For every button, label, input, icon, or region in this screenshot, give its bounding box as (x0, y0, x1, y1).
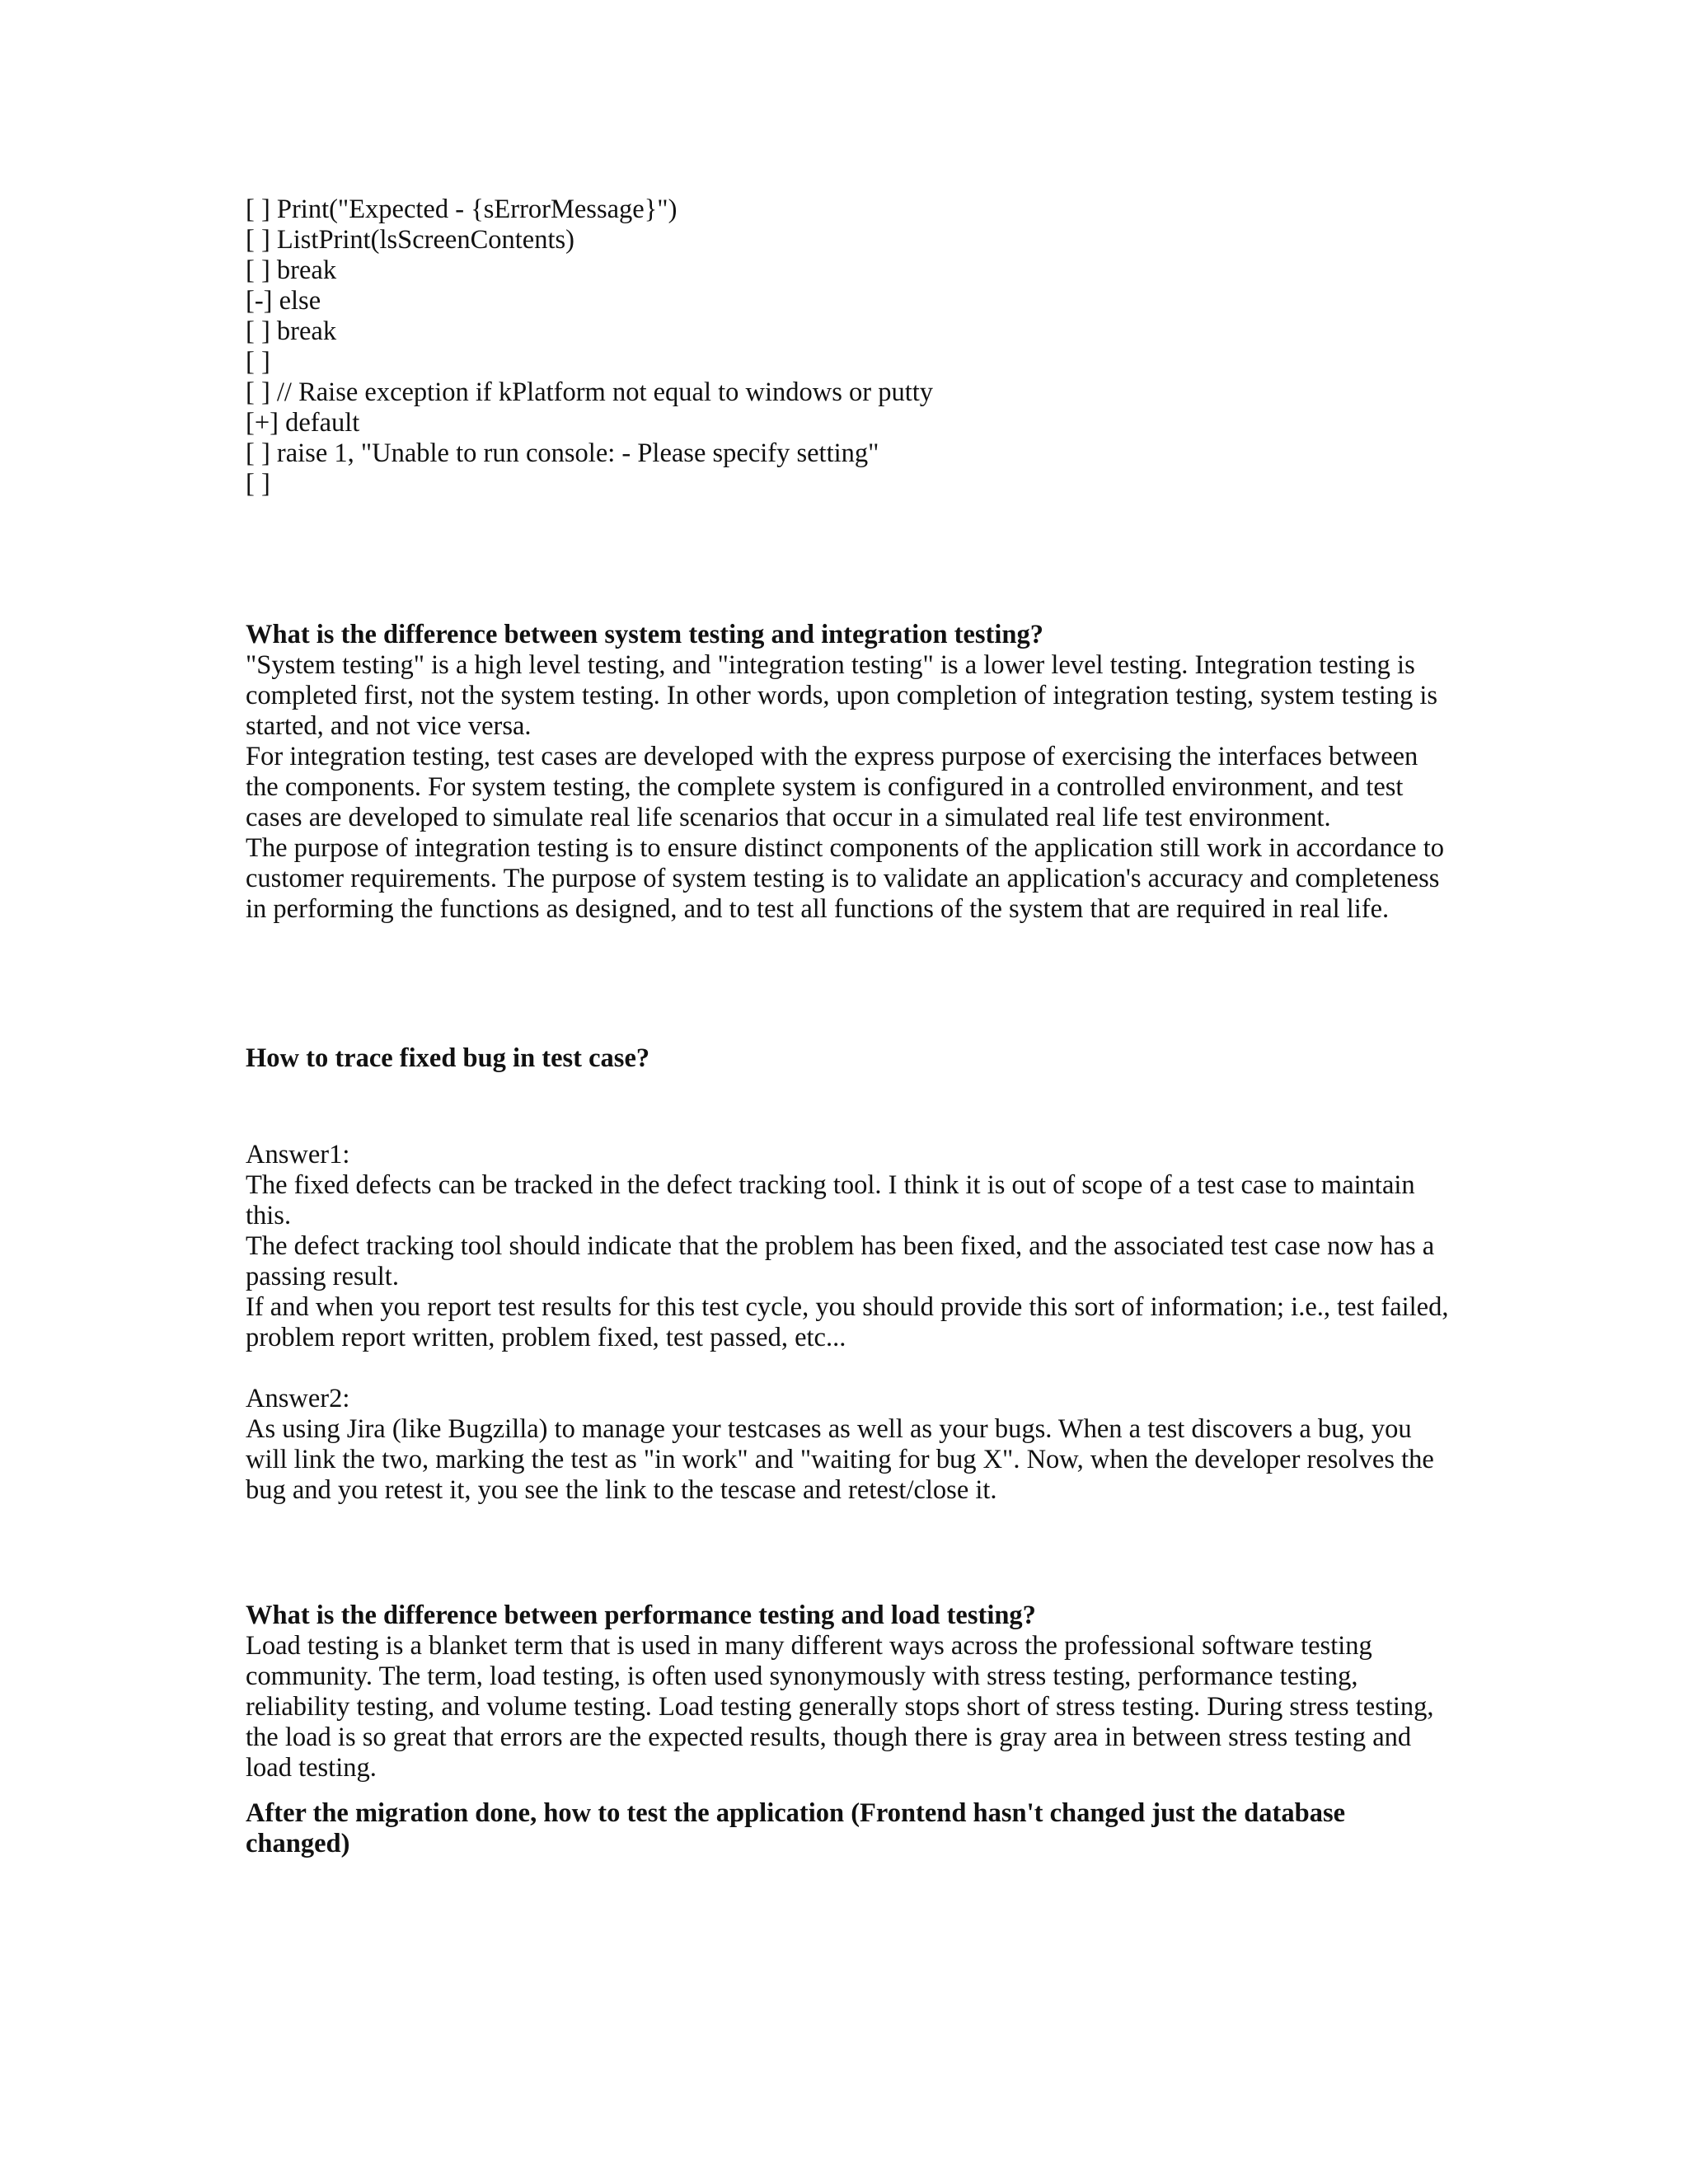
question-heading: What is the difference between performance testing and load testing? (246, 1601, 1036, 1630)
qa-migration-testing (246, 1798, 1449, 1859)
code-listing (246, 194, 1449, 499)
qa-trace-fixed-bug (246, 1043, 1449, 1506)
document-page (246, 194, 1449, 1859)
code-line: [ ] // Raise exception if kPlatform not equal to windows or putty (246, 377, 934, 407)
code-line: [ ] break (246, 255, 337, 285)
code-line: [-] else (246, 286, 321, 316)
answer-label: Answer2: (246, 1384, 350, 1413)
answer-paragraph: For integration testing, test cases are developed with the express purpose of exercising the interfaces between the components. For system testing, the complete system is configured in a controlled environment, and test cases are developed to simulate real life scenarios that occur in a simulated real life test environment. (246, 742, 1418, 832)
answer-paragraph: The purpose of integration testing is to ensure distinct components of the application still work in accordance to customer requirements. The purpose of system testing is to validate an application's accuracy and completeness in performing the functions as designed, and to test all functions of the system that are required in real life. (246, 833, 1445, 924)
answer-paragraph: The fixed defects can be tracked in the defect tracking tool. I think it is out of scope of a test case to maintain this. (246, 1170, 1415, 1230)
qa-system-vs-integration (246, 620, 1449, 925)
answer-paragraph: Load testing is a blanket term that is used in many different ways across the professional software testing community. The term, load testing, is often used synonymously with stress testing, performance testing, reliability testing, and volume testing. Load testing generally stops short of stress testing. During stress testing, the load is so great that errors are the expected results, though there is gray area in between stress testing and load testing. (246, 1631, 1434, 1783)
question-heading: How to trace fixed bug in test case? (246, 1043, 650, 1073)
code-line: [+] default (246, 408, 360, 438)
answer-paragraph: The defect tracking tool should indicate that the problem has been fixed, and the associated test case now has a passing result. (246, 1231, 1435, 1291)
qa-performance-vs-load (246, 1601, 1449, 1783)
code-line: [ ] raise 1, "Unable to run console: - Please specify setting" (246, 438, 879, 468)
code-line: [ ] break (246, 316, 337, 346)
answer-paragraph: As using Jira (like Bugzilla) to manage your testcases as well as your bugs. When a test discovers a bug, you will link the two, marking the test as "in work" and "waiting for bug X". Now, when the developer resolves the bug and you retest it, you see the link to the tescase and retest/close it. (246, 1414, 1434, 1505)
answer-paragraph: If and when you report test results for this test cycle, you should provide this sort of information; i.e., test failed, problem report written, problem fixed, test passed, etc... (246, 1292, 1449, 1352)
question-heading: What is the difference between system testing and integration testing? (246, 620, 1043, 649)
answer-label: Answer1: (246, 1140, 350, 1169)
answer-paragraph: "System testing" is a high level testing, and "integration testing" is a lower level testing. Integration testing is completed first, not the system testing. In other words, upon completion of integration testing, system testing is started, and not vice versa. (246, 650, 1438, 741)
code-line: [ ] (246, 347, 270, 377)
code-line: [ ] Print("Expected - {sErrorMessage}") (246, 194, 678, 224)
code-line: [ ] (246, 469, 270, 499)
code-line: [ ] ListPrint(lsScreenContents) (246, 225, 574, 255)
question-heading: After the migration done, how to test the application (Frontend hasn't changed just the database changed) (246, 1798, 1346, 1858)
